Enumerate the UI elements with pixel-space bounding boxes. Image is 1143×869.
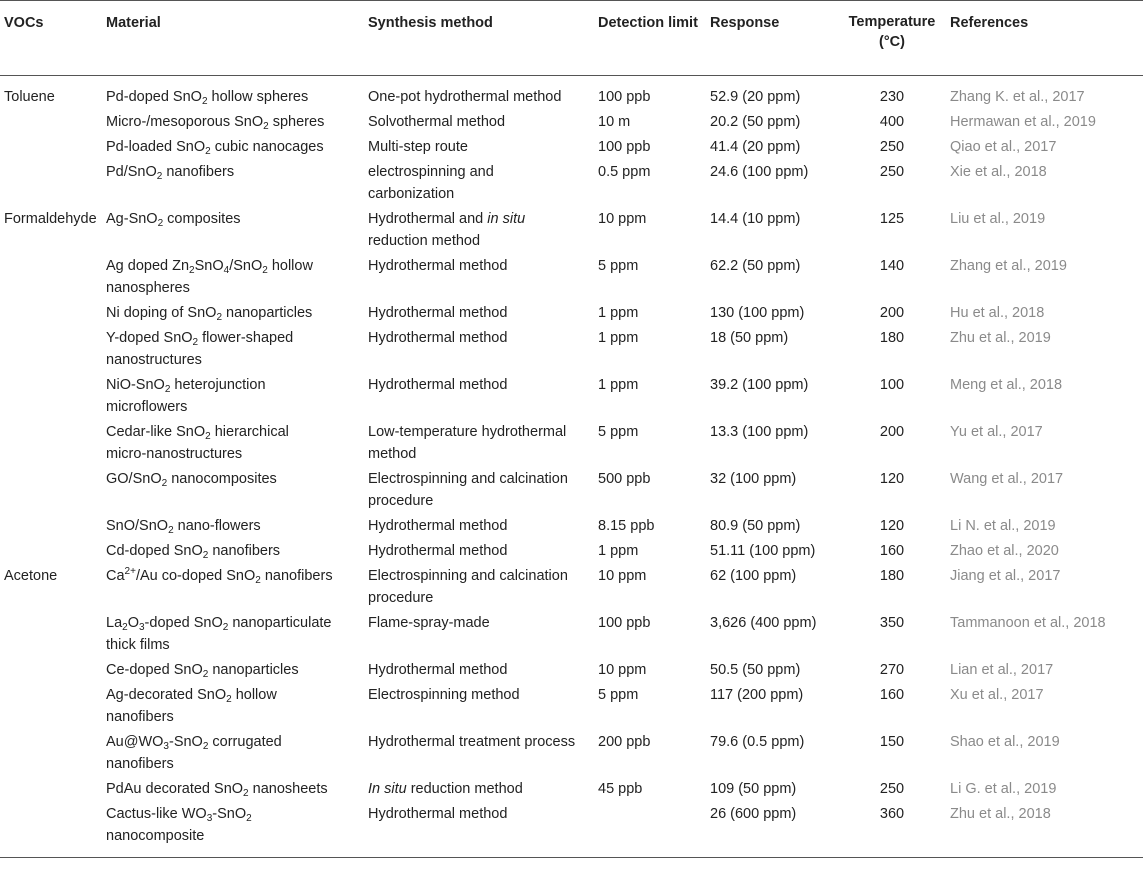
- temperature-cell: 200: [879, 424, 905, 440]
- voc-cell: Acetone: [4, 568, 58, 584]
- temperature-cell: 100: [879, 377, 905, 393]
- reference-cell: Lian et al., 2017: [950, 662, 1054, 678]
- table-row: [0, 302, 1143, 327]
- table-row: [0, 374, 1143, 421]
- table-row: [0, 468, 1143, 515]
- reference-cell: Zhang K. et al., 2017: [950, 89, 1085, 105]
- temperature-cell: 250: [879, 164, 905, 180]
- detection-limit-cell: 8.15 ppb: [598, 518, 655, 534]
- detection-limit-cell: 10 ppm: [598, 568, 647, 584]
- table-row: [0, 684, 1143, 731]
- synthesis-method-cell: Hydrothermal method: [368, 543, 508, 559]
- synthesis-method-cell: electrospinning and carbonization: [368, 164, 494, 202]
- detection-limit-cell: 200 ppb: [598, 734, 651, 750]
- detection-limit-cell: 10 ppm: [598, 211, 647, 227]
- reference-cell: Meng et al., 2018: [950, 377, 1063, 393]
- synthesis-method-cell: Hydrothermal treatment process: [368, 734, 576, 750]
- response-cell: 18 (50 ppm): [710, 330, 789, 346]
- voc-cell: [0, 515, 102, 540]
- header-detection-limit: Detection limit: [598, 15, 698, 31]
- detection-limit-cell: 5 ppm: [598, 424, 639, 440]
- detection-limit-cell: 1 ppm: [598, 543, 639, 559]
- temperature-cell: 140: [879, 258, 905, 274]
- reference-cell: Yu et al., 2017: [950, 424, 1043, 440]
- table-row: [0, 612, 1143, 659]
- material-cell: Pd-loaded SnO$_2$ cubic nanocages: [106, 139, 324, 157]
- reference-cell: Zhu et al., 2018: [950, 806, 1051, 822]
- table-row: [0, 76, 1143, 112]
- table-row: [0, 565, 1143, 612]
- temperature-cell: 400: [879, 114, 905, 130]
- response-cell: 26 (600 ppm): [710, 806, 797, 822]
- detection-limit-cell: 10 ppm: [598, 662, 647, 678]
- table-row: [0, 803, 1143, 858]
- detection-limit-cell: 5 ppm: [598, 258, 639, 274]
- voc-cell: [0, 659, 102, 684]
- reference-cell: Jiang et al., 2017: [950, 568, 1061, 584]
- table-body: [0, 76, 1143, 858]
- header-material: Material: [106, 15, 161, 31]
- material-cell: $La_2O_3$-doped SnO$_2$ nanoparticulate thick films: [106, 615, 332, 653]
- table-row: [0, 659, 1143, 684]
- voc-cell: Toluene: [4, 89, 55, 105]
- temperature-cell: 180: [879, 568, 905, 584]
- table-row: [0, 161, 1143, 208]
- temperature-cell: 270: [879, 662, 905, 678]
- synthesis-method-cell: Multi-step route: [368, 139, 468, 155]
- response-cell: 24.6 (100 ppm): [710, 164, 809, 180]
- voc-cell: [0, 803, 102, 858]
- response-cell: 79.6 (0.5 ppm): [710, 734, 805, 750]
- table-row: [0, 136, 1143, 161]
- table-row: [0, 327, 1143, 374]
- synthesis-method-cell: Hydrothermal method: [368, 662, 508, 678]
- temperature-cell: 250: [879, 781, 905, 797]
- temperature-cell: 150: [879, 734, 905, 750]
- temperature-cell: 180: [879, 330, 905, 346]
- detection-limit-cell: 1 ppm: [598, 377, 639, 393]
- synthesis-method-cell: One-pot hydrothermal method: [368, 89, 562, 105]
- voc-cell: [0, 421, 102, 468]
- reference-cell: Xu et al., 2017: [950, 687, 1044, 703]
- response-cell: 62 (100 ppm): [710, 568, 797, 584]
- synthesis-method-cell: Hydrothermal method: [368, 518, 508, 534]
- synthesis-method-cell: Hydrothermal method: [368, 305, 508, 321]
- material-cell: PdAu decorated SnO$_2$ nanosheets: [106, 781, 328, 799]
- temperature-cell: 250: [879, 139, 905, 155]
- detection-limit-cell: [594, 803, 706, 858]
- header-vocs: VOCs: [4, 15, 44, 31]
- voc-cell: [0, 302, 102, 327]
- reference-cell: Hu et al., 2018: [950, 305, 1045, 321]
- material-cell: Ni doping of SnO$_2$ nanoparticles: [106, 305, 313, 323]
- header-response: Response: [710, 15, 780, 31]
- response-cell: 20.2 (50 ppm): [710, 114, 801, 130]
- response-cell: 41.4 (20 ppm): [710, 139, 801, 155]
- response-cell: 50.5 (50 ppm): [710, 662, 801, 678]
- table-row: [0, 421, 1143, 468]
- response-cell: 32 (100 ppm): [710, 471, 797, 487]
- voc-cell: [0, 684, 102, 731]
- detection-limit-cell: 100 ppb: [598, 89, 651, 105]
- table-row: [0, 731, 1143, 778]
- material-cell: NiO-SnO$_2$ heterojunction microflowers: [106, 377, 266, 415]
- voc-cell: [0, 255, 102, 302]
- voc-cell: [0, 136, 102, 161]
- response-cell: 109 (50 ppm): [710, 781, 797, 797]
- response-cell: 62.2 (50 ppm): [710, 258, 801, 274]
- table-row: [0, 255, 1143, 302]
- material-cell: GO/SnO$_2$ nanocomposites: [106, 471, 277, 489]
- voc-cell: [0, 731, 102, 778]
- material-cell: Cactus-like $WO_3-SnO_2$ nanocomposite: [106, 806, 252, 844]
- material-cell: Ag doped $Zn_2SnO_4/SnO_2$ hollow nanospheres: [106, 258, 313, 296]
- detection-limit-cell: 100 ppb: [598, 139, 651, 155]
- header-row: [0, 1, 1143, 76]
- reference-cell: Zhu et al., 2019: [950, 330, 1051, 346]
- detection-limit-cell: 1 ppm: [598, 305, 639, 321]
- table-row: [0, 111, 1143, 136]
- material-cell: Pd/SnO$_2$ nanofibers: [106, 164, 235, 182]
- material-cell: $Au@WO_3-SnO_2$ corrugated nanofibers: [106, 734, 282, 772]
- temperature-cell: 160: [879, 687, 905, 703]
- response-cell: 13.3 (100 ppm): [710, 424, 809, 440]
- synthesis-method-cell: Low-temperature hydrothermal method: [368, 424, 567, 462]
- table-row: [0, 540, 1143, 565]
- synthesis-method-cell: Hydrothermal method: [368, 330, 508, 346]
- detection-limit-cell: 0.5 ppm: [598, 164, 651, 180]
- temperature-cell: 120: [879, 518, 905, 534]
- table-header: [0, 1, 1143, 76]
- material-cell: Y-doped SnO$_2$ flower-shaped nanostructures: [106, 330, 294, 368]
- synthesis-method-cell: Electrospinning method: [368, 687, 520, 703]
- temperature-cell: 160: [879, 543, 905, 559]
- synthesis-method-cell: Hydrothermal method: [368, 258, 508, 274]
- detection-limit-cell: 45 ppb: [598, 781, 643, 797]
- reference-cell: Zhang et al., 2019: [950, 258, 1067, 274]
- synthesis-method-cell: Hydrothermal method: [368, 806, 508, 822]
- response-cell: 14.4 (10 ppm): [710, 211, 801, 227]
- material-cell: Cd-doped SnO$_2$ nanofibers: [106, 543, 281, 561]
- response-cell: 117 (200 ppm): [710, 687, 804, 703]
- detection-limit-cell: 5 ppm: [598, 687, 639, 703]
- synthesis-method-cell: Hydrothermal method: [368, 377, 508, 393]
- table-row: [0, 778, 1143, 803]
- synthesis-method-cell: In situ reduction method: [368, 781, 523, 797]
- voc-cell: [0, 374, 102, 421]
- voc-cell: [0, 111, 102, 136]
- material-cell: Ce-doped SnO$_2$ nanoparticles: [106, 662, 299, 680]
- header-synthesis-method: Synthesis method: [368, 15, 493, 31]
- reference-cell: Li G. et al., 2019: [950, 781, 1057, 797]
- detection-limit-cell: 500 ppb: [598, 471, 651, 487]
- reference-cell: Xie et al., 2018: [950, 164, 1047, 180]
- response-cell: 3,626 (400 ppm): [710, 615, 817, 631]
- synthesis-method-cell: Flame-spray-made: [368, 615, 490, 631]
- reference-cell: Tammanoon et al., 2018: [950, 615, 1106, 631]
- header-temperature: Temperature (°C): [848, 14, 936, 50]
- table-row: [0, 208, 1143, 255]
- response-cell: 80.9 (50 ppm): [710, 518, 801, 534]
- response-cell: 130 (100 ppm): [710, 305, 805, 321]
- temperature-cell: 350: [879, 615, 905, 631]
- voc-cell: Formaldehyde: [4, 211, 97, 227]
- voc-cell: [0, 327, 102, 374]
- voc-cell: [0, 778, 102, 803]
- table-row: [0, 515, 1143, 540]
- reference-cell: Hermawan et al., 2019: [950, 114, 1096, 130]
- detection-limit-cell: 10 m: [598, 114, 631, 130]
- material-cell: Cedar-like SnO$_2$ hierarchical micro-nanostructures: [106, 424, 289, 462]
- reference-cell: Wang et al., 2017: [950, 471, 1064, 487]
- temperature-cell: 360: [879, 806, 905, 822]
- material-cell: Ag-SnO$_2$ composites: [106, 211, 241, 229]
- material-cell: Micro-/mesoporous SnO$_2$ spheres: [106, 114, 325, 132]
- material-cell: SnO/SnO$_2$ nano-flowers: [106, 518, 261, 536]
- temperature-cell: 125: [879, 211, 905, 227]
- detection-limit-cell: 100 ppb: [598, 615, 651, 631]
- temperature-cell: 230: [879, 89, 905, 105]
- reference-cell: Shao et al., 2019: [950, 734, 1060, 750]
- header-references: References: [950, 15, 1029, 31]
- response-cell: 52.9 (20 ppm): [710, 89, 801, 105]
- temperature-cell: 120: [879, 471, 905, 487]
- reference-cell: Zhao et al., 2020: [950, 543, 1059, 559]
- material-cell: $Ca^{2+}/Au$ co-doped SnO$_2$ nanofibers: [106, 566, 333, 586]
- reference-cell: Li N. et al., 2019: [950, 518, 1056, 534]
- voc-cell: [0, 468, 102, 515]
- synthesis-method-cell: Hydrothermal and in situ reduction method: [368, 211, 526, 249]
- response-cell: 51.11 (100 ppm): [710, 543, 816, 559]
- material-cell: Ag-decorated SnO$_2$ hollow nanofibers: [106, 687, 277, 725]
- reference-cell: Qiao et al., 2017: [950, 139, 1057, 155]
- response-cell: 39.2 (100 ppm): [710, 377, 809, 393]
- synthesis-method-cell: Electrospinning and calcination procedure: [368, 471, 568, 509]
- voc-cell: [0, 612, 102, 659]
- voc-cell: [0, 540, 102, 565]
- synthesis-method-cell: Solvothermal method: [368, 114, 506, 130]
- detection-limit-cell: 1 ppm: [598, 330, 639, 346]
- synthesis-method-cell: Electrospinning and calcination procedure: [368, 568, 568, 606]
- reference-cell: Liu et al., 2019: [950, 211, 1046, 227]
- voc-cell: [0, 161, 102, 208]
- material-cell: Pd-doped SnO$_2$ hollow spheres: [106, 89, 309, 107]
- temperature-cell: 200: [879, 305, 905, 321]
